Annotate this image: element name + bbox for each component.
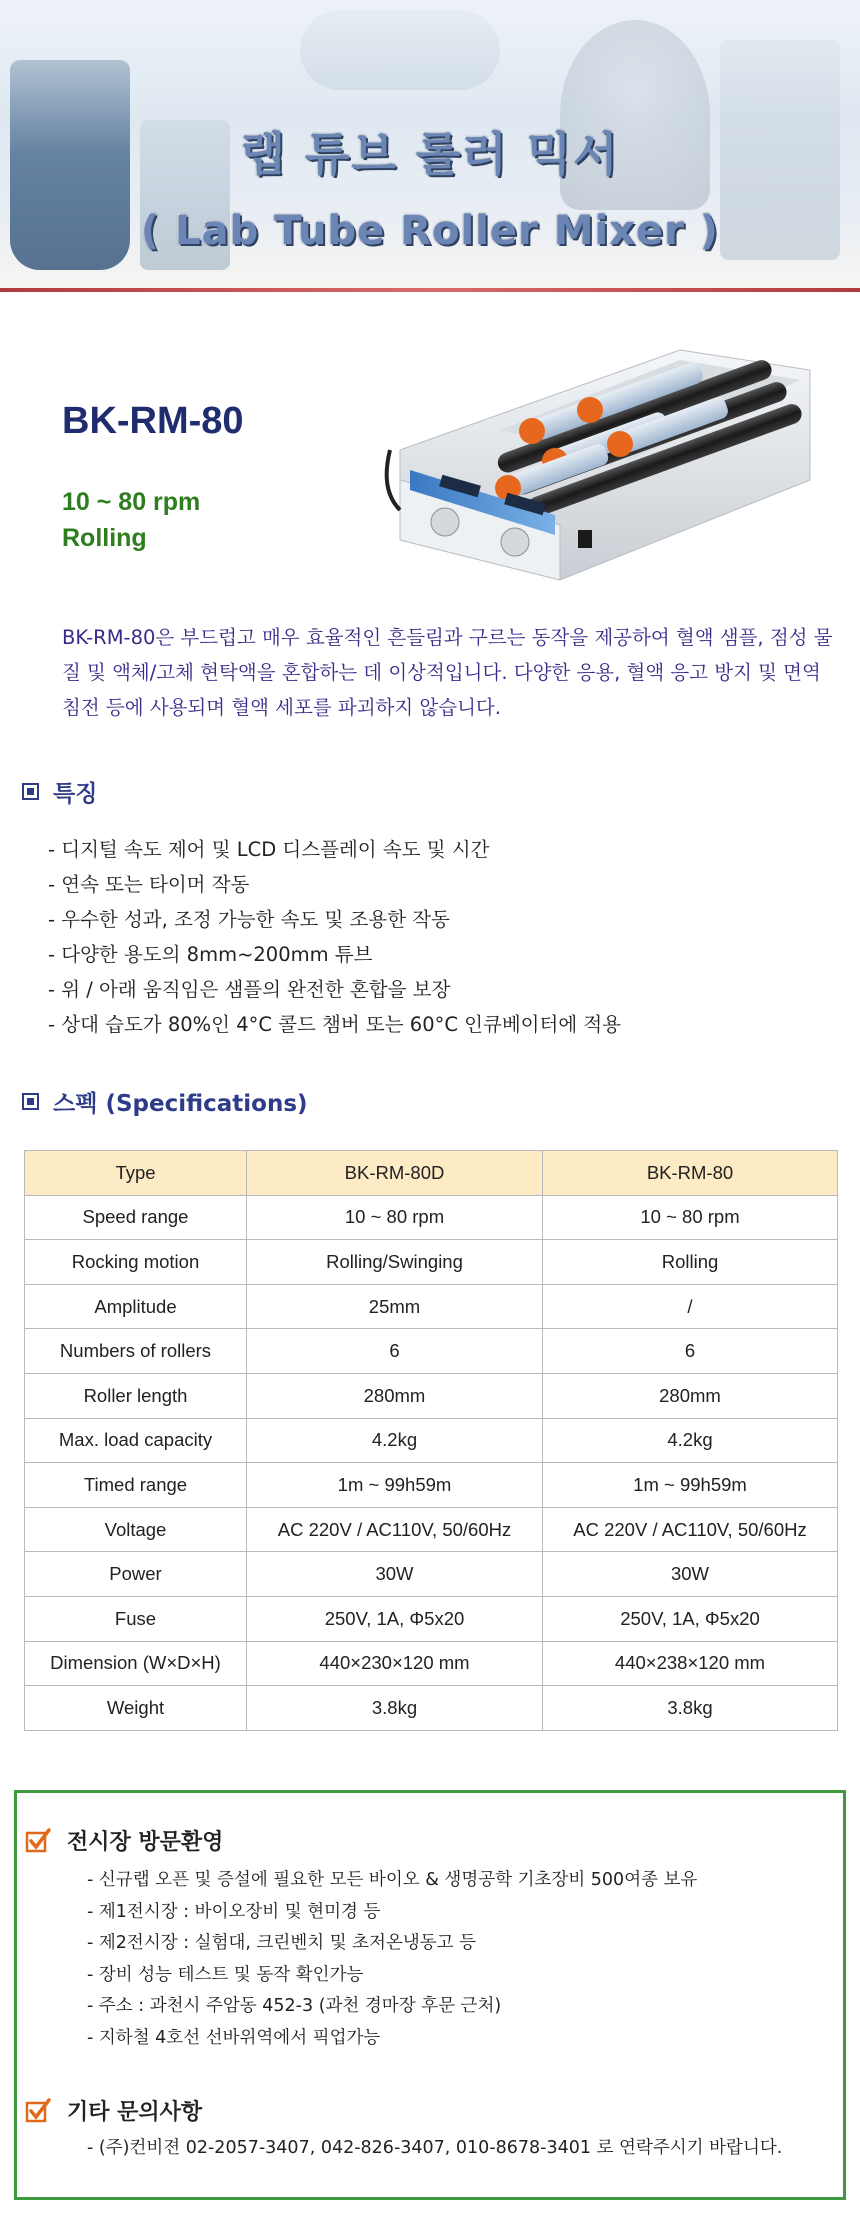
table-cell: Speed range bbox=[25, 1195, 247, 1240]
table-cell: 4.2kg bbox=[247, 1418, 543, 1463]
table-cell: / bbox=[543, 1284, 838, 1329]
table-header-row bbox=[25, 1151, 838, 1196]
feature-item: - 디지털 속도 제어 및 LCD 디스플레이 속도 및 시간 bbox=[48, 832, 621, 867]
table-row bbox=[25, 1284, 838, 1329]
table-cell: 30W bbox=[543, 1552, 838, 1597]
square-bullet-icon bbox=[22, 783, 39, 800]
contact-title: 기타 문의사항 bbox=[67, 2100, 203, 2125]
features-list bbox=[48, 832, 621, 1042]
checkbox-check-icon bbox=[25, 1828, 51, 1854]
table-cell: 250V, 1A, Φ5x20 bbox=[247, 1596, 543, 1641]
table-cell: AC 220V / AC110V, 50/60Hz bbox=[247, 1507, 543, 1552]
table-cell: Timed range bbox=[25, 1463, 247, 1508]
showroom-title: 전시장 방문환영 bbox=[67, 1830, 224, 1855]
table-cell: Max. load capacity bbox=[25, 1418, 247, 1463]
product-model: BK-RM-80 bbox=[62, 400, 244, 442]
showroom-item: - 장비 성능 테스트 및 동작 확인가능 bbox=[87, 1960, 697, 1992]
table-cell: 10 ~ 80 rpm bbox=[543, 1195, 838, 1240]
banner-lab-glass-image bbox=[300, 10, 500, 90]
table-row bbox=[25, 1463, 838, 1508]
table-cell: Dimension (W×D×H) bbox=[25, 1641, 247, 1686]
banner-divider bbox=[0, 288, 860, 292]
product-speed: 10 ~ 80 rpm bbox=[62, 488, 201, 516]
table-cell: Voltage bbox=[25, 1507, 247, 1552]
showroom-item: - 제2전시장 : 실험대, 크린벤치 및 초저온냉동고 등 bbox=[87, 1928, 697, 1960]
table-cell: Power bbox=[25, 1552, 247, 1597]
showroom-item: - 신규랩 오픈 및 증설에 필요한 모든 바이오 & 생명공학 기초장비 500여종 보유 bbox=[87, 1865, 697, 1897]
table-row bbox=[25, 1418, 838, 1463]
table-row bbox=[25, 1641, 838, 1686]
showroom-list bbox=[87, 1865, 697, 2054]
showroom-item: - 제1전시장 : 바이오장비 및 현미경 등 bbox=[87, 1897, 697, 1929]
specs-heading bbox=[22, 1085, 308, 1118]
product-motion: Rolling bbox=[62, 524, 147, 552]
product-description: BK-RM-80은 부드럽고 매우 효율적인 흔들림과 구르는 동작을 제공하여 혈액 샘플, 점성 물질 및 액체/고체 현탁액을 혼합하는 데 이상적입니다. 다양한 응용, 혈액 응고 방지 및 면역 침전 등에 사용되며 혈액 세포를 파괴하지 않습니다. bbox=[62, 626, 833, 719]
table-cell: Amplitude bbox=[25, 1284, 247, 1329]
product-photo bbox=[380, 330, 820, 590]
banner-title-english: ( Lab Tube Roller Mixer ) bbox=[140, 208, 720, 254]
table-cell: 6 bbox=[543, 1329, 838, 1374]
table-row bbox=[25, 1507, 838, 1552]
specs-title: 스펙 (Specifications) bbox=[53, 1091, 308, 1117]
table-row bbox=[25, 1686, 838, 1731]
table-cell: 25mm bbox=[247, 1284, 543, 1329]
showroom-heading bbox=[67, 1825, 223, 1856]
contact-heading bbox=[67, 2095, 202, 2126]
table-header-cell: Type bbox=[25, 1151, 247, 1196]
table-cell: Weight bbox=[25, 1686, 247, 1731]
showroom-item: - 지하철 4호선 선바위역에서 픽업가능 bbox=[87, 2023, 697, 2055]
features-heading bbox=[22, 775, 97, 808]
feature-item: - 위 / 아래 움직임은 샘플의 완전한 혼합을 보장 bbox=[48, 972, 621, 1007]
feature-item: - 다양한 용도의 8mm~200mm 튜브 bbox=[48, 937, 621, 972]
table-row bbox=[25, 1373, 838, 1418]
table-cell: Rolling/Swinging bbox=[247, 1240, 543, 1285]
table-cell: 250V, 1A, Φ5x20 bbox=[543, 1596, 838, 1641]
table-cell: 6 bbox=[247, 1329, 543, 1374]
table-cell: Roller length bbox=[25, 1373, 247, 1418]
table-cell: 1m ~ 99h59m bbox=[543, 1463, 838, 1508]
table-cell: 440×238×120 mm bbox=[543, 1641, 838, 1686]
table-row bbox=[25, 1329, 838, 1374]
table-cell: 280mm bbox=[247, 1373, 543, 1418]
table-cell: Numbers of rollers bbox=[25, 1329, 247, 1374]
contact-list bbox=[87, 2133, 782, 2165]
table-cell: 4.2kg bbox=[543, 1418, 838, 1463]
table-cell: Rolling bbox=[543, 1240, 838, 1285]
table-cell: 10 ~ 80 rpm bbox=[247, 1195, 543, 1240]
table-cell: Rocking motion bbox=[25, 1240, 247, 1285]
spec-table bbox=[24, 1150, 838, 1731]
table-row bbox=[25, 1195, 838, 1240]
table-cell: 3.8kg bbox=[247, 1686, 543, 1731]
table-cell: Fuse bbox=[25, 1596, 247, 1641]
table-cell: AC 220V / AC110V, 50/60Hz bbox=[543, 1507, 838, 1552]
table-cell: 30W bbox=[247, 1552, 543, 1597]
table-row bbox=[25, 1552, 838, 1597]
contact-item: - (주)컨비젼 02-2057-3407, 042-826-3407, 010-8678-3401 로 연락주시기 바랍니다. bbox=[87, 2133, 782, 2165]
showroom-item: - 주소 : 과천시 주암동 452-3 (과천 경마장 후문 근처) bbox=[87, 1991, 697, 2023]
table-header-cell: BK-RM-80D bbox=[247, 1151, 543, 1196]
feature-item: - 상대 습도가 80%인 4°C 콜드 챔버 또는 60°C 인큐베이터에 적용 bbox=[48, 1007, 621, 1042]
spec-table-body bbox=[25, 1195, 838, 1730]
info-box bbox=[14, 1790, 846, 2200]
checkbox-check-icon bbox=[25, 2098, 51, 2124]
banner-title-korean: 랩 튜브 롤러 믹서 bbox=[240, 127, 620, 181]
table-row bbox=[25, 1240, 838, 1285]
table-cell: 3.8kg bbox=[543, 1686, 838, 1731]
table-header-cell: BK-RM-80 bbox=[543, 1151, 838, 1196]
header-banner bbox=[0, 0, 860, 290]
table-cell: 440×230×120 mm bbox=[247, 1641, 543, 1686]
table-cell: 1m ~ 99h59m bbox=[247, 1463, 543, 1508]
table-row bbox=[25, 1596, 838, 1641]
feature-item: - 연속 또는 타이머 작동 bbox=[48, 867, 621, 902]
table-cell: 280mm bbox=[543, 1373, 838, 1418]
feature-item: - 우수한 성과, 조정 가능한 속도 및 조용한 작동 bbox=[48, 902, 621, 937]
features-title: 특징 bbox=[53, 781, 98, 807]
square-bullet-icon bbox=[22, 1093, 39, 1110]
